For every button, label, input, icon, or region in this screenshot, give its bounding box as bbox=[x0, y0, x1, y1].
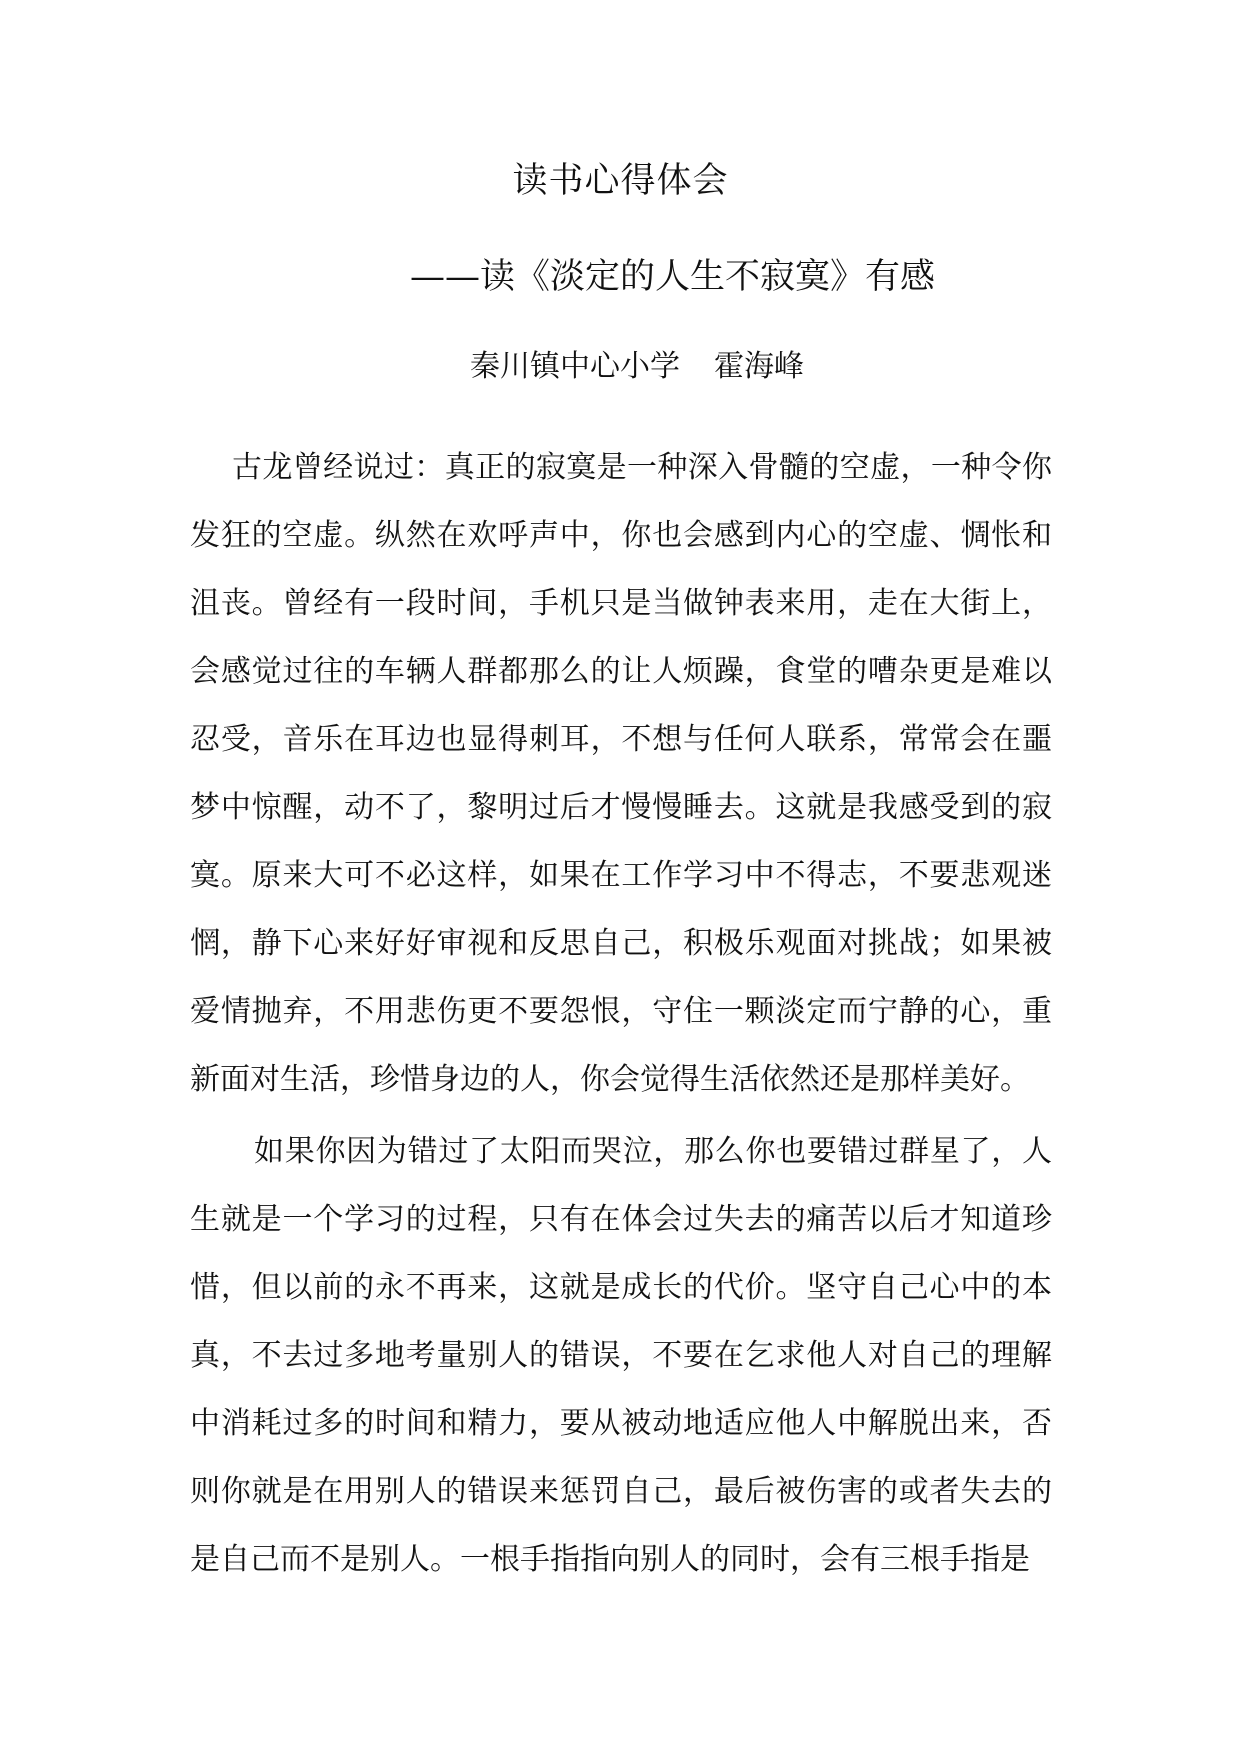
author-line bbox=[470, 345, 804, 389]
author-school: 秦川镇中心小学 bbox=[470, 349, 680, 384]
paragraph-2: 如果你因为错过了太阳而哭泣，那么你也要错过群星了，人生就是一个学习的过程，只有在体会过失去的痛苦以后才知道珍惜，但以前的永不再来，这就是成长的代价。坚守自己心中的本真，不去过多地考量别人的错误，不要在乞求他人对自己的理解中消耗过多的时间和精力，要从被动地适应他人中解脱出来，否则你就是在用别人的错误来惩罚自己，最后被伤害的或者失去的是自己而不是别人。一根手指指向别人的同时，会有三根手指是 bbox=[190, 1134, 1052, 1577]
document-title: 读书心得体会 bbox=[512, 161, 729, 201]
author-name: 霍海峰 bbox=[714, 349, 804, 384]
paragraph-1: 古龙曾经说过：真正的寂寞是一种深入骨髓的空虚，一种令你发狂的空虚。纵然在欢呼声中，你也会感到内心的空虚、惆怅和沮丧。曾经有一段时间，手机只是当做钟表来用，走在大街上，会感觉过往的车辆人群都那么的让人烦躁，食堂的嘈杂更是难以忍受，音乐在耳边也显得刺耳，不想与任何人联系，常常会在噩梦中惊醒，动不了，黎明过后才慢慢睡去。这就是我感受到的寂寞。原来大可不必这样，如果在工作学习中不得志，不要悲观迷惘，静下心来好好审视和反思自己，积极乐观面对挑战；如果被爱情抛弃，不用悲伤更不要怨恨，守住一颗淡定而宁静的心，重新面对生活，珍惜身边的人，你会觉得生活依然还是那样美好。 bbox=[190, 450, 1052, 1097]
document-subtitle: ——读《淡定的人生不寂寞》有感 bbox=[410, 257, 936, 297]
